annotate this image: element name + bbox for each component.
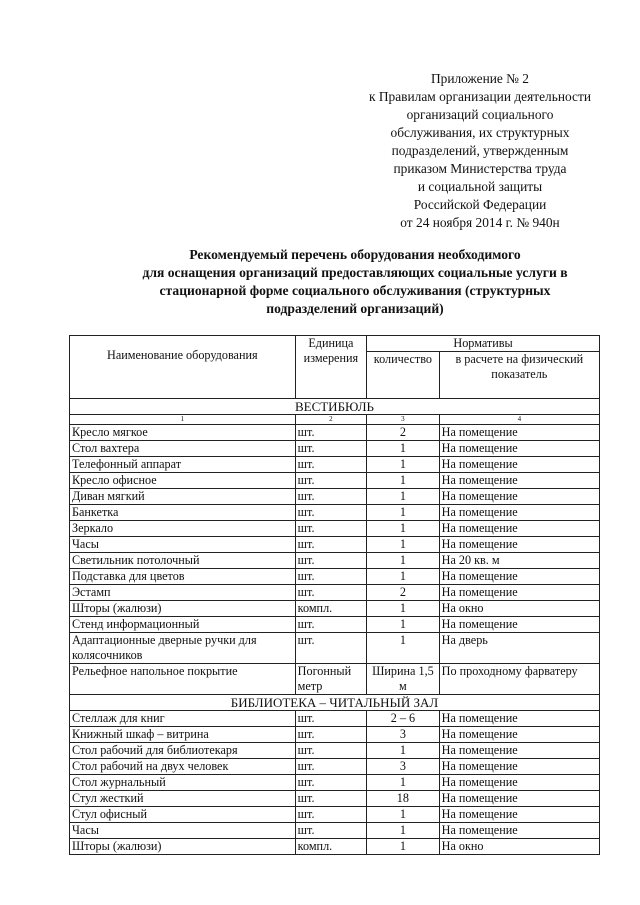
item-norm: На помещение: [439, 489, 599, 505]
item-norm: На помещение: [439, 759, 599, 775]
item-quantity: 2 – 6: [367, 711, 440, 727]
item-name: Эстамп: [70, 585, 296, 601]
item-unit: компл.: [295, 601, 366, 617]
appendix-line: Приложение № 2: [430, 71, 530, 86]
table-row: [70, 505, 600, 521]
table-row: [70, 823, 600, 839]
column-numbers-row: [70, 415, 600, 425]
item-name: Часы: [70, 537, 296, 553]
item-unit: шт.: [295, 585, 366, 601]
table-row: [70, 775, 600, 791]
item-name: Стул офисный: [70, 807, 296, 823]
item-quantity: 1: [367, 553, 440, 569]
item-norm: На окно: [439, 601, 599, 617]
item-name: Стол рабочий для библиотекаря: [70, 743, 296, 759]
appendix-line: и социальной защиты: [417, 179, 543, 194]
item-unit: Погонный метр: [295, 664, 366, 695]
item-unit: шт.: [295, 727, 366, 743]
item-quantity: 1: [367, 489, 440, 505]
item-quantity: 1: [367, 617, 440, 633]
appendix-line: обслуживания, их структурных: [390, 125, 570, 140]
item-name: Часы: [70, 823, 296, 839]
section-title: ВЕСТИБЮЛЬ: [70, 399, 600, 415]
item-norm: На помещение: [439, 425, 599, 441]
item-name: Шторы (жалюзи): [70, 839, 296, 855]
header-qty: количество: [367, 352, 440, 399]
title-line: подразделений организаций): [266, 301, 444, 316]
appendix-line: приказом Министерства труда: [393, 161, 567, 176]
item-name: Стенд информационный: [70, 617, 296, 633]
appendix-line: Российской Федерации: [413, 197, 547, 212]
appendix-line: организаций социального: [406, 107, 554, 122]
item-norm: На помещение: [439, 585, 599, 601]
section-title: БИБЛИОТЕКА – ЧИТАЛЬНЫЙ ЗАЛ: [70, 695, 600, 711]
item-name: Кресло мягкое: [70, 425, 296, 441]
header-norms: Нормативы: [367, 336, 600, 352]
table-row: [70, 521, 600, 537]
item-name: Адаптационные дверные ручки для колясочников: [70, 633, 296, 664]
item-quantity: 1: [367, 569, 440, 585]
item-unit: шт.: [295, 505, 366, 521]
item-quantity: 1: [367, 521, 440, 537]
table-row: [70, 473, 600, 489]
table-row: [70, 743, 600, 759]
item-unit: компл.: [295, 839, 366, 855]
item-unit: шт.: [295, 521, 366, 537]
title-line: для оснащения организаций предоставляющих социальные услуги в: [142, 265, 568, 280]
item-unit: шт.: [295, 569, 366, 585]
item-unit: шт.: [295, 425, 366, 441]
item-name: Подставка для цветов: [70, 569, 296, 585]
item-quantity: 1: [367, 505, 440, 521]
item-name: Стол журнальный: [70, 775, 296, 791]
section-row: [70, 399, 600, 415]
item-unit: шт.: [295, 791, 366, 807]
table-row: [70, 425, 600, 441]
item-name: Светильник потолочный: [70, 553, 296, 569]
item-norm: На помещение: [439, 775, 599, 791]
header-row: [70, 336, 600, 352]
item-norm: На помещение: [439, 743, 599, 759]
item-quantity: 2: [367, 425, 440, 441]
item-unit: шт.: [295, 537, 366, 553]
item-name: Шторы (жалюзи): [70, 601, 296, 617]
item-unit: шт.: [295, 775, 366, 791]
item-norm: На помещение: [439, 711, 599, 727]
item-unit: шт.: [295, 633, 366, 664]
item-quantity: 1: [367, 457, 440, 473]
item-name: Стеллаж для книг: [70, 711, 296, 727]
item-quantity: 1: [367, 807, 440, 823]
item-unit: шт.: [295, 553, 366, 569]
item-name: Диван мягкий: [70, 489, 296, 505]
item-norm: На 20 кв. м: [439, 553, 599, 569]
item-quantity: 1: [367, 473, 440, 489]
item-norm: На помещение: [439, 807, 599, 823]
item-name: Стол рабочий на двух человек: [70, 759, 296, 775]
item-name: Банкетка: [70, 505, 296, 521]
item-quantity: 1: [367, 633, 440, 664]
table-row: [70, 711, 600, 727]
appendix-block: [330, 70, 630, 232]
item-quantity: 1: [367, 601, 440, 617]
item-unit: шт.: [295, 473, 366, 489]
table-row: [70, 457, 600, 473]
item-unit: шт.: [295, 457, 366, 473]
item-name: Зеркало: [70, 521, 296, 537]
table-row: [70, 569, 600, 585]
title-line: стационарной форме социального обслуживания (структурных: [159, 283, 551, 298]
header-unit: Единица измерения: [295, 336, 366, 399]
item-quantity: 1: [367, 743, 440, 759]
table-row: [70, 441, 600, 457]
item-quantity: 3: [367, 759, 440, 775]
header-per: в расчете на физический показатель: [439, 352, 599, 399]
item-norm: На помещение: [439, 457, 599, 473]
item-norm: На помещение: [439, 791, 599, 807]
item-unit: шт.: [295, 441, 366, 457]
item-quantity: 2: [367, 585, 440, 601]
item-norm: На помещение: [439, 473, 599, 489]
table-row: [70, 791, 600, 807]
item-norm: На помещение: [439, 617, 599, 633]
table-row: [70, 585, 600, 601]
item-quantity: 18: [367, 791, 440, 807]
table-row: [70, 839, 600, 855]
item-norm: На дверь: [439, 633, 599, 664]
column-number: 1: [70, 415, 296, 425]
appendix-line: от 24 ноября 2014 г. № 940н: [400, 215, 560, 230]
table-row: [70, 537, 600, 553]
item-name: Стол вахтера: [70, 441, 296, 457]
equipment-table: [69, 335, 600, 855]
item-quantity: 1: [367, 823, 440, 839]
item-norm: На помещение: [439, 441, 599, 457]
table-row: [70, 489, 600, 505]
item-quantity: 1: [367, 775, 440, 791]
appendix-line: к Правилам организации деятельности: [369, 89, 591, 104]
item-norm: На помещение: [439, 823, 599, 839]
item-norm: На помещение: [439, 537, 599, 553]
title-line: Рекомендуемый перечень оборудования необходимого: [189, 247, 521, 262]
item-unit: шт.: [295, 617, 366, 633]
item-quantity: 3: [367, 727, 440, 743]
item-unit: шт.: [295, 711, 366, 727]
item-norm: По проходному фарватеру: [439, 664, 599, 695]
table-row: [70, 664, 600, 695]
item-name: Телефонный аппарат: [70, 457, 296, 473]
item-name: Рельефное напольное покрытие: [70, 664, 296, 695]
item-quantity: 1: [367, 537, 440, 553]
item-norm: На помещение: [439, 569, 599, 585]
item-unit: шт.: [295, 807, 366, 823]
table-row: [70, 759, 600, 775]
item-unit: шт.: [295, 489, 366, 505]
header-name: Наименование оборудования: [70, 336, 296, 399]
item-quantity: 1: [367, 839, 440, 855]
item-norm: На помещение: [439, 521, 599, 537]
table-row: [70, 633, 600, 664]
table-row: [70, 553, 600, 569]
item-quantity: 1: [367, 441, 440, 457]
table-row: [70, 617, 600, 633]
item-name: Кресло офисное: [70, 473, 296, 489]
item-name: Книжный шкаф – витрина: [70, 727, 296, 743]
table-row: [70, 807, 600, 823]
document-title: [85, 246, 625, 318]
item-unit: шт.: [295, 759, 366, 775]
item-unit: шт.: [295, 743, 366, 759]
item-name: Стул жесткий: [70, 791, 296, 807]
item-quantity: Ширина 1,5 м: [367, 664, 440, 695]
item-unit: шт.: [295, 823, 366, 839]
column-number: 4: [439, 415, 599, 425]
appendix-line: подразделений, утвержденным: [391, 143, 569, 158]
table-row: [70, 727, 600, 743]
table-row: [70, 601, 600, 617]
section-row: [70, 695, 600, 711]
item-norm: На окно: [439, 839, 599, 855]
item-norm: На помещение: [439, 727, 599, 743]
item-norm: На помещение: [439, 505, 599, 521]
column-number: 2: [295, 415, 366, 425]
column-number: 3: [367, 415, 440, 425]
